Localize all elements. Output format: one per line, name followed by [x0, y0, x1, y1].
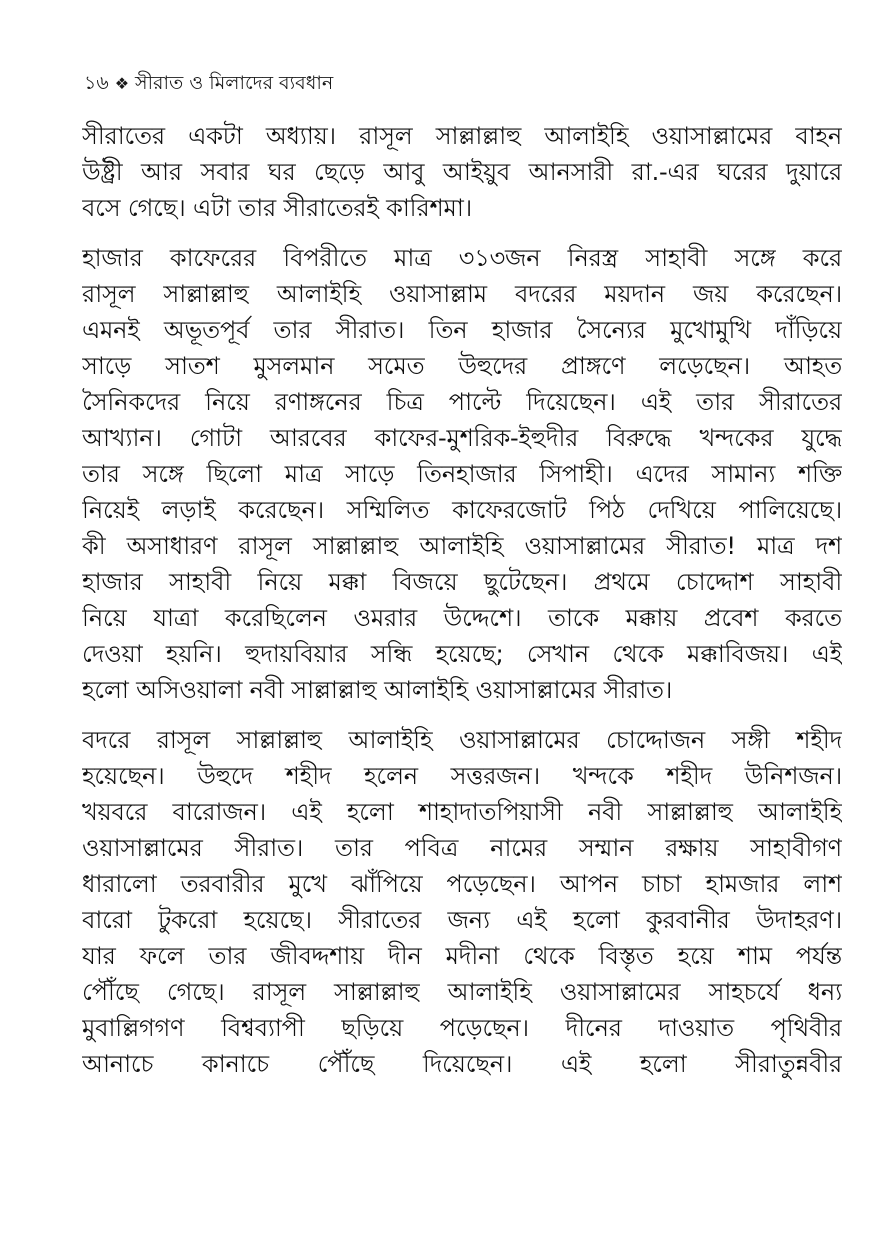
chapter-title: সীরাত ও মিলাদের ব্যবধান: [135, 72, 334, 94]
text-line: হয়েছেন। উহুদে শহীদ হলেন সত্তরজন। খন্দকে শহীদ উনিশজন।: [82, 762, 842, 790]
text-line: এমনই অভূতপূর্ব তার সীরাত। তিন হাজার সৈন্যের মুখোমুখি দাঁড়িয়ে: [82, 316, 842, 344]
text-line: খয়বরে বারোজন। এই হলো শাহাদাতপিয়াসী নবী সাল্লাল্লাহু আলাইহি: [82, 798, 842, 826]
text-line: কী অসাধারণ রাসূল সাল্লাল্লাহু আলাইহি ওয়াসাল্লামের সীরাত! মাত্র দশ: [82, 532, 842, 560]
body-text: [82, 118, 842, 1096]
text-line: উষ্ট্রী আর সবার ঘর ছেড়ে আবু আইয়ুব আনসারী রা.-এর ঘরের দুয়ারে: [82, 158, 842, 186]
text-line: হলো অসিওয়ালা নবী সাল্লাল্লাহু আলাইহি ওয়াসাল্লামের সীরাত।: [82, 676, 673, 704]
text-line: তার সঙ্গে ছিলো মাত্র সাড়ে তিনহাজার সিপাহী। এদের সামান্য শক্তি: [82, 460, 842, 488]
paragraph-1: [82, 118, 842, 226]
text-line: দেওয়া হয়নি। হুদায়বিয়ার সন্ধি হয়েছে; সেখান থেকে মক্কাবিজয়। এই: [82, 640, 842, 668]
text-line: যার ফলে তার জীবদ্দশায় দীন মদীনা থেকে বিস্তৃত হয়ে শাম পর্যন্ত: [82, 942, 842, 970]
text-line: পৌঁছে গেছে। রাসূল সাল্লাল্লাহু আলাইহি ওয়াসাল্লামের সাহচর্যে ধন্য: [82, 978, 842, 1006]
text-line: নিয়েই লড়াই করেছেন। সম্মিলিত কাফেরজোট পিঠ দেখিয়ে পালিয়েছে।: [82, 496, 842, 524]
text-line: ধারালো তরবারীর মুখে ঝাঁপিয়ে পড়েছেন। আপন চাচা হামজার লাশ: [82, 870, 842, 898]
text-line: বসে গেছে। এটা তার সীরাতেরই কারিশমা।: [82, 194, 473, 222]
text-line: মুবাল্লিগগণ বিশ্বব্যাপী ছড়িয়ে পড়েছেন। দীনের দাওয়াত পৃথিবীর: [82, 1014, 842, 1042]
page-number: ১৬: [84, 72, 109, 94]
text-line: ওয়াসাল্লামের সীরাত। তার পবিত্র নামের সম্মান রক্ষায় সাহাবীগণ: [82, 834, 842, 862]
text-line: বদরে রাসূল সাল্লাল্লাহু আলাইহি ওয়াসাল্লামের চোদ্দোজন সঙ্গী শহীদ: [82, 726, 842, 754]
text-line: সীরাতের একটা অধ্যায়। রাসূল সাল্লাল্লাহু আলাইহি ওয়াসাল্লামের বাহন: [82, 122, 842, 150]
running-header: [84, 70, 333, 97]
paragraph-2: [82, 240, 842, 708]
paragraph-3: [82, 722, 842, 1082]
text-line: হাজার কাফেরের বিপরীতে মাত্র ৩১৩জন নিরস্ত্র সাহাবী সঙ্গে করে: [82, 244, 842, 272]
text-line: নিয়ে যাত্রা করেছিলেন ওমরার উদ্দেশে। তাকে মক্কায় প্রবেশ করতে: [82, 604, 842, 632]
text-line: আখ্যান। গোটা আরবের কাফের-মুশরিক-ইহুদীর বিরুদ্ধে খন্দকের যুদ্ধে: [82, 424, 842, 452]
text-line: সৈনিকদের নিয়ে রণাঙ্গনের চিত্র পাল্টে দিয়েছেন। এই তার সীরাতের: [82, 388, 842, 416]
text-line: হাজার সাহাবী নিয়ে মক্কা বিজয়ে ছুটেছেন। প্রথমে চোদ্দোশ সাহাবী: [82, 568, 842, 596]
text-line: আনাচে কানাচে পৌঁছে দিয়েছেন। এই হলো সীরাতুন্নবীর: [82, 1050, 842, 1078]
text-line: সাড়ে সাতশ মুসলমান সমেত উহুদের প্রাঙ্গণে লড়েছেন। আহত: [82, 352, 842, 380]
text-line: রাসূল সাল্লাল্লাহু আলাইহি ওয়াসাল্লাম বদরের ময়দান জয় করেছেন।: [82, 280, 842, 308]
text-line: বারো টুকরো হয়েছে। সীরাতের জন্য এই হলো কুরবানীর উদাহরণ।: [82, 906, 842, 934]
ornament-icon: ❖: [114, 74, 130, 93]
